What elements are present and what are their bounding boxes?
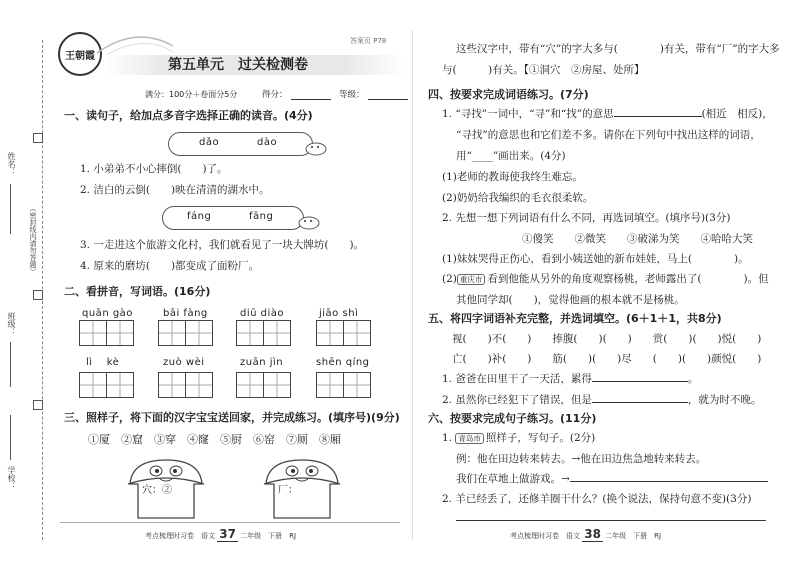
house-mascot-icon — [260, 454, 344, 522]
pinyin-bubble-2 — [162, 206, 304, 230]
footer-left — [145, 527, 296, 541]
q2-heading: 二、看拼音，写词语。(16分) — [64, 285, 211, 298]
answer-blank[interactable] — [592, 381, 688, 382]
q5-row-1: 视( )不( ) 捧腹( )( ) 赏( )( )悦( ) — [452, 333, 762, 345]
char-option: ④窿 — [187, 433, 209, 446]
snail-mascot-icon — [305, 138, 327, 156]
pinyin-bubble-1 — [168, 132, 313, 156]
q4-heading: 四、按要求完成词语练习。(7分) — [428, 88, 589, 101]
q4-line-2: “寻找”的意思也和它们差不多。请你在下列句中找出这样的词语， — [456, 129, 761, 141]
q4-line-1 — [442, 107, 773, 121]
name-field[interactable] — [10, 184, 11, 234]
pinyin-label: bāi fàng — [163, 308, 208, 319]
pinyin-option: fáng — [187, 211, 212, 222]
writing-grid[interactable] — [316, 372, 371, 398]
answer-page-tag: 答案页 P78 — [350, 37, 387, 45]
q6-line-1-text: 照样子，写句子。(2分) — [485, 432, 596, 444]
footer-rule — [60, 522, 400, 523]
pinyin-option: dào — [257, 137, 278, 148]
q5-row-2: 亡( )补( ) 筋( )( )尽 ( )( )颜悦( ) — [452, 353, 762, 365]
pinyin-label: quān gào — [82, 308, 133, 319]
page-number: 38 — [584, 527, 601, 541]
answer-blank[interactable] — [592, 402, 688, 403]
grid-cell[interactable] — [317, 321, 344, 345]
binding-mark — [33, 400, 43, 410]
grid-cell[interactable] — [80, 321, 107, 345]
decorative-swoosh-icon — [95, 28, 175, 58]
q3-tail-line-1: 这些汉字中，带有“穴”的字大多与( )有关，带有“厂”的字大多 — [456, 43, 780, 55]
q3-heading: 三、照样子，将下面的汉字宝宝送回家，并完成练习。(填序号)(9分) — [64, 411, 400, 424]
brand-logo-text: 王朝霞 — [65, 50, 95, 62]
char-option: ⑧厢 — [319, 433, 341, 446]
q5-sentence-1-text: 1. 爸爸在田里干了一天活，累得 — [442, 373, 592, 385]
grid-cell[interactable] — [159, 321, 186, 345]
grade-field[interactable] — [368, 99, 408, 100]
q4-line-8: (1)妹妹哭得正伤心，看到小姨送她的新布娃娃，马上( )。 — [442, 253, 749, 265]
grid-cell[interactable] — [107, 373, 133, 397]
meta-get-label: 得分： — [262, 90, 288, 100]
pinyin-label: jiāo shì — [319, 308, 359, 319]
grid-cell[interactable] — [186, 373, 212, 397]
writing-grid[interactable] — [236, 320, 291, 346]
page-number: 37 — [219, 527, 236, 541]
pinyin-label: shēn qíng — [316, 357, 370, 368]
q5-sentence-1 — [442, 372, 698, 386]
q4-line-1-tail: (相近 相反)， — [701, 108, 773, 120]
house-2-label: 厂： — [278, 485, 298, 496]
char-option: ②窟 — [121, 433, 143, 446]
q6-heading: 六、按要求完成句子练习。(11分) — [428, 412, 597, 425]
q1-sentence-2: 2. 洁白的云倒( )映在清清的湖水中。 — [80, 184, 270, 196]
q1-sentence-4: 4. 原来的磨坊( )都变成了面粉厂。 — [80, 260, 260, 272]
binding-mark — [33, 290, 43, 300]
q4-line-10: 其他同学却( )，觉得他画的根本就不是杨桃。 — [456, 294, 685, 306]
char-option: ③穿 — [154, 433, 176, 446]
score-field[interactable] — [291, 99, 331, 100]
footer-grade: 二年级 下册 RJ — [605, 532, 662, 540]
writing-grid[interactable] — [236, 372, 291, 398]
q5-sentence-2-tail: ，就为时不晚。 — [687, 394, 762, 406]
q5-sentence-2 — [442, 393, 761, 407]
house-1-label: 穴：② — [142, 485, 172, 496]
grid-cell[interactable] — [264, 373, 290, 397]
seal-notice: （密封线内请勿答题） — [29, 205, 37, 275]
answer-line[interactable] — [456, 520, 766, 521]
char-option: ①厦 — [88, 433, 110, 446]
pinyin-label: zuò wèi — [163, 357, 205, 368]
grid-cell[interactable] — [159, 373, 186, 397]
q4-line-5: (2)奶奶给我编织的毛衣很柔软。 — [442, 192, 594, 204]
pinyin-option: fāng — [249, 211, 274, 222]
q4-line-9-text: 看到他能从另外的角度观察杨桃，老师露出了( )。但 — [487, 273, 769, 285]
pinyin-option: dǎo — [199, 137, 220, 148]
region-tag: 青岛市 — [455, 433, 484, 444]
pinyin-label: diū diào — [240, 308, 285, 319]
q6-line-4: 2. 羊已经丢了，还修羊圈干什么？(换个说法，保持句意不变)(3分) — [442, 493, 752, 505]
grid-cell[interactable] — [107, 321, 133, 345]
meta-score: 满分：100分＋卷面分5分 — [145, 90, 238, 99]
q3-tail-line-2: 与( )有关。【①洞穴 ②房屋、处所】 — [442, 64, 645, 76]
q4-line-7: ①傻笑 ②微笑 ③破涕为笑 ④哈哈大笑 — [522, 233, 753, 245]
class-label: 班级： — [7, 312, 16, 336]
grid-cell[interactable] — [317, 373, 344, 397]
q6-line-3 — [456, 472, 768, 486]
answer-blank[interactable] — [570, 481, 768, 482]
grid-cell[interactable] — [237, 373, 264, 397]
footer-grade: 二年级 下册 RJ — [240, 532, 297, 540]
grid-cell[interactable] — [186, 321, 212, 345]
name-label: 姓名： — [7, 152, 16, 176]
footer-series: 考点梳理时习卷 语文 — [145, 532, 215, 540]
q5-heading: 五、将四字词语补充完整，并选词填空。(6＋1＋1，共8分) — [428, 312, 722, 325]
q5-sentence-2-text: 2. 虽然你已经犯下了错误，但是 — [442, 394, 592, 406]
q6-line-2: 例：他在田边转来转去。→他在田边焦急地转来转去。 — [456, 453, 707, 465]
q4-line-3: 用“____”画出来。(4分) — [456, 150, 566, 162]
writing-grid[interactable] — [79, 372, 134, 398]
writing-grid[interactable] — [158, 320, 213, 346]
grid-cell[interactable] — [264, 321, 290, 345]
q6-line-1: 1. 青岛市 照样子，写句子。(2分) — [442, 432, 596, 444]
grid-cell[interactable] — [80, 373, 107, 397]
writing-grid[interactable] — [158, 372, 213, 398]
q1-sentence-1: 1. 小弟弟不小心摔倒( )了。 — [80, 163, 228, 175]
meta-grade-label: 等级： — [339, 90, 365, 100]
q6-line-3-text: 我们在草地上做游戏。→ — [456, 473, 570, 485]
pinyin-label: zuān jìn — [240, 357, 284, 368]
q1-sentence-3: 3. 一走进这个旅游文化村，我们就看见了一块大牌坊( )。 — [80, 239, 365, 251]
binding-mark — [33, 133, 43, 143]
char-option: ⑤厨 — [220, 433, 242, 446]
grid-cell[interactable] — [344, 321, 370, 345]
char-option: ⑦厕 — [286, 433, 308, 446]
q4-line-9: (2) 重庆市 看到他能从另外的角度观察杨桃，老师露出了( )。但 — [442, 273, 769, 285]
pinyin-label: lì kè — [86, 357, 120, 368]
q1-heading: 一、读句子，给加点多音字选择正确的读音。(4分) — [64, 109, 313, 122]
grid-cell[interactable] — [344, 373, 370, 397]
snail-mascot-icon — [298, 212, 320, 230]
footer-right — [510, 527, 661, 541]
q4-line-4: (1)老师的教诲使我终生难忘。 — [442, 171, 583, 183]
grid-cell[interactable] — [237, 321, 264, 345]
school-label: 学校： — [7, 466, 16, 490]
page-divider — [412, 30, 413, 540]
writing-grid[interactable] — [316, 320, 371, 346]
footer-series: 考点梳理时习卷 语文 — [510, 532, 580, 540]
q4-line-6: 2. 先想一想下列词语有什么不同，再选词填空。(填序号)(3分) — [442, 212, 731, 224]
answer-blank[interactable] — [614, 116, 702, 117]
school-field[interactable] — [10, 415, 11, 460]
region-tag: 重庆市 — [457, 274, 486, 285]
class-field[interactable] — [10, 342, 11, 387]
char-option: ⑥窑 — [253, 433, 275, 446]
page-title: 第五单元 过关检测卷 — [168, 57, 308, 73]
writing-grid[interactable] — [79, 320, 134, 346]
q5-sentence-1-tail: 。 — [687, 373, 699, 385]
q4-line-1-text: 1. “寻找”一词中，“寻”和“找”的意思 — [442, 108, 614, 120]
